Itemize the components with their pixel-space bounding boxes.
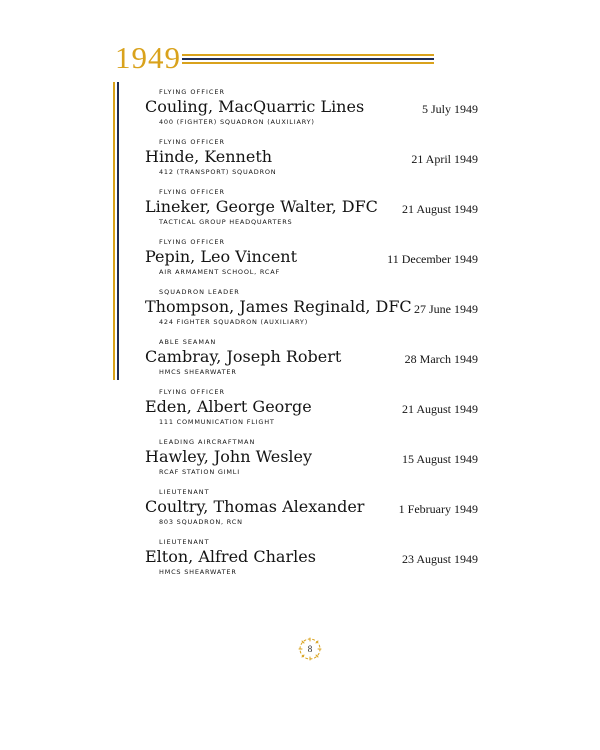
date-label: 1 February 1949	[398, 502, 478, 516]
side-rule-gold	[113, 82, 115, 380]
list-item	[145, 338, 485, 388]
list-item	[145, 538, 485, 588]
date-label: 11 December 1949	[387, 252, 478, 266]
rank-label: LIEUTENANT	[159, 488, 210, 496]
person-name: Pepin, Leo Vincent	[145, 247, 298, 266]
list-item	[145, 138, 485, 188]
unit-label: 424 FIGHTER SQUADRON (AUXILIARY)	[159, 318, 309, 326]
date-label: 5 July 1949	[421, 102, 478, 116]
person-name: Hawley, John Wesley	[145, 447, 313, 466]
rule-line-navy	[182, 58, 434, 60]
person-name: Hinde, Kenneth	[145, 147, 273, 166]
rule-line-gold	[182, 62, 434, 64]
memorial-list	[145, 88, 485, 588]
side-rule-navy	[117, 82, 119, 380]
unit-label: TACTICAL GROUP HEADQUARTERS	[159, 218, 293, 226]
list-item	[145, 488, 485, 538]
unit-label: 400 (FIGHTER) SQUADRON (AUXILIARY)	[159, 118, 315, 126]
list-item	[145, 188, 485, 238]
date-label: 28 March 1949	[404, 352, 478, 366]
list-item	[145, 238, 485, 288]
unit-label: 803 SQUADRON, RCN	[159, 518, 243, 526]
rule-line-gold	[182, 54, 434, 56]
rank-label: FLYING OFFICER	[159, 388, 226, 396]
side-decorative-rule	[113, 82, 121, 380]
top-decorative-rule	[182, 54, 434, 65]
person-name: Lineker, George Walter, DFC	[145, 197, 378, 216]
list-item	[145, 88, 485, 138]
list-item	[145, 388, 485, 438]
rank-label: FLYING OFFICER	[159, 238, 226, 246]
person-name: Thompson, James Reginald, DFC	[145, 297, 412, 316]
date-label: 27 June 1949	[414, 302, 478, 316]
page-number-ornament	[297, 636, 323, 662]
list-item	[145, 288, 485, 338]
rank-label: FLYING OFFICER	[159, 88, 226, 96]
person-name: Coultry, Thomas Alexander	[145, 497, 365, 516]
unit-label: 412 (TRANSPORT) SQUADRON	[159, 168, 277, 176]
date-label: 21 April 1949	[411, 152, 478, 166]
page-number: 8	[307, 644, 313, 654]
rank-label: FLYING OFFICER	[159, 188, 226, 196]
year-heading: 1949	[115, 40, 181, 75]
unit-label: 111 COMMUNICATION FLIGHT	[159, 418, 275, 426]
rank-label: SQUADRON LEADER	[159, 288, 240, 296]
rank-label: LEADING AIRCRAFTMAN	[159, 438, 256, 446]
unit-label: RCAF STATION GIMLI	[159, 468, 240, 476]
rank-label: ABLE SEAMAN	[159, 338, 217, 346]
rank-label: FLYING OFFICER	[159, 138, 226, 146]
rank-label: LIEUTENANT	[159, 538, 210, 546]
date-label: 21 August 1949	[401, 402, 478, 416]
person-name: Cambray, Joseph Robert	[145, 347, 342, 366]
unit-label: AIR ARMAMENT SCHOOL, RCAF	[159, 268, 281, 276]
list-item	[145, 438, 485, 488]
unit-label: HMCS SHEARWATER	[159, 368, 237, 376]
person-name: Couling, MacQuarric Lines	[145, 97, 365, 116]
date-label: 15 August 1949	[401, 452, 478, 466]
date-label: 23 August 1949	[401, 552, 478, 566]
date-label: 21 August 1949	[401, 202, 478, 216]
unit-label: HMCS SHEARWATER	[159, 568, 237, 576]
person-name: Elton, Alfred Charles	[145, 547, 316, 566]
person-name: Eden, Albert George	[145, 397, 312, 416]
